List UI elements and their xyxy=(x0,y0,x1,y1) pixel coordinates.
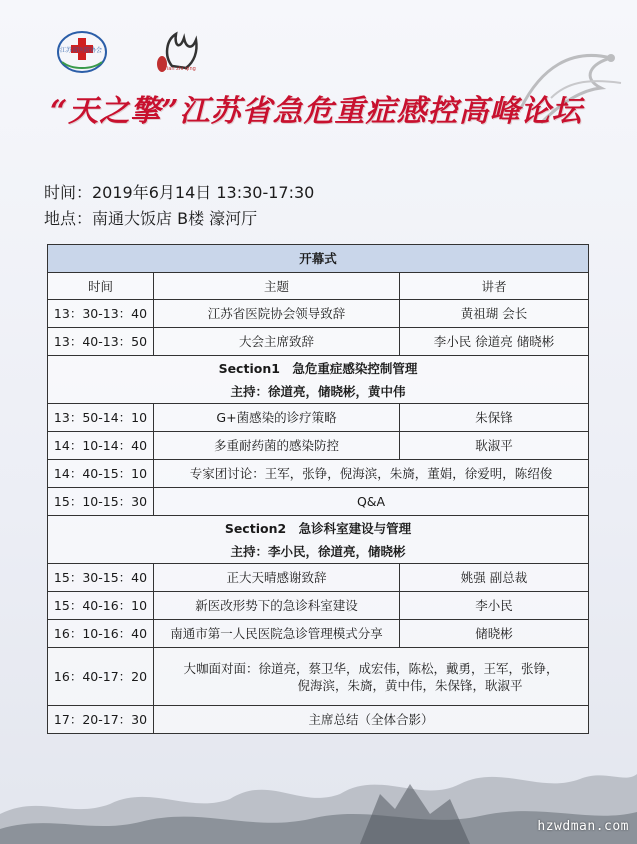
qa-row xyxy=(48,488,589,516)
session-speaker: 姚强 副总裁 xyxy=(400,564,589,592)
table-row xyxy=(48,432,589,460)
column-header-topic: 主题 xyxy=(154,273,400,300)
session-time: 14：10-14：40 xyxy=(48,432,154,460)
table-row xyxy=(48,620,589,648)
section1-header-row xyxy=(48,356,589,404)
session-speaker: 李小民 徐道亮 储晓彬 xyxy=(400,328,589,356)
forum-title: “天之擎”江苏省急危重症感控高峰论坛 xyxy=(50,94,583,129)
session-time: 17：20-17：30 xyxy=(48,706,154,734)
session-time: 13：40-13：50 xyxy=(48,328,154,356)
session-speaker: 黄祖瑚 会长 xyxy=(400,300,589,328)
panel-discussion-row xyxy=(48,460,589,488)
qa-text: Q&A xyxy=(154,488,589,516)
session-time: 13：30-13：40 xyxy=(48,300,154,328)
session-time: 15：30-15：40 xyxy=(48,564,154,592)
brand-logo-text: Tian zhi qing xyxy=(164,66,196,72)
session-speaker: 耿淑平 xyxy=(400,432,589,460)
panel-face-to-face-line2: 倪海滨，朱旖，黄中伟，朱保锋，耿淑平 xyxy=(297,677,523,693)
section2-header-row xyxy=(48,516,589,564)
section2-host: 主持：李小民，徐道亮，储晓彬 xyxy=(230,543,406,559)
panel-face-to-face-cell xyxy=(154,648,589,706)
column-header-row xyxy=(48,273,589,300)
opening-header-row xyxy=(48,245,589,273)
section1-title: Section1 急危重症感染控制管理 xyxy=(218,360,418,376)
session-speaker: 李小民 xyxy=(400,592,589,620)
session-topic: 江苏省医院协会领导致辞 xyxy=(154,300,400,328)
session-speaker: 储晓彬 xyxy=(400,620,589,648)
panel-face-to-face-row xyxy=(48,648,589,706)
session-time: 16：10-16：40 xyxy=(48,620,154,648)
panel-discussion-text: 专家团讨论：王军，张铮，倪海滨，朱旖，董娟，徐爱明，陈绍俊 xyxy=(154,460,589,488)
table-row xyxy=(48,404,589,432)
session-time: 14：40-15：10 xyxy=(48,460,154,488)
session-topic: 大会主席致辞 xyxy=(154,328,400,356)
session-topic: 新医改形势下的急诊科室建设 xyxy=(154,592,400,620)
session-topic: 南通市第一人民医院急诊管理模式分享 xyxy=(154,620,400,648)
site-watermark: hzwdman.com xyxy=(537,819,629,834)
panel-face-to-face-line1: 大咖面对面：徐道亮，蔡卫华，成宏伟，陈松，戴勇，王军，张铮， xyxy=(183,660,559,676)
table-row xyxy=(48,300,589,328)
session-speaker: 朱保锋 xyxy=(400,404,589,432)
event-place: 地点：南通大饭店 B楼 濠河厅 xyxy=(44,209,258,228)
association-logo-text: 江苏省医院协会 xyxy=(60,47,103,54)
session-time: 16：40-17：20 xyxy=(48,648,154,706)
section1-host: 主持：徐道亮，储晓彬，黄中伟 xyxy=(230,383,406,399)
table-row xyxy=(48,328,589,356)
schedule-table xyxy=(47,244,589,734)
section2-heading-cell xyxy=(48,516,589,564)
session-time: 15：40-16：10 xyxy=(48,592,154,620)
table-row xyxy=(48,564,589,592)
column-header-time: 时间 xyxy=(48,273,154,300)
session-time: 13：50-14：10 xyxy=(48,404,154,432)
section1-heading-cell xyxy=(48,356,589,404)
event-time: 时间：2019年6月14日 13:30-17:30 xyxy=(44,183,315,202)
table-row xyxy=(48,592,589,620)
column-header-speaker: 讲者 xyxy=(400,273,589,300)
session-topic: 多重耐药菌的感染防控 xyxy=(154,432,400,460)
session-time: 15：10-15：30 xyxy=(48,488,154,516)
closing-text: 主席总结（全体合影） xyxy=(154,706,589,734)
session-topic: 正大天晴感谢致辞 xyxy=(154,564,400,592)
session-topic: G+菌感染的诊疗策略 xyxy=(154,404,400,432)
opening-ceremony-heading: 开幕式 xyxy=(48,245,589,273)
section2-title: Section2 急诊科室建设与管理 xyxy=(224,520,412,536)
